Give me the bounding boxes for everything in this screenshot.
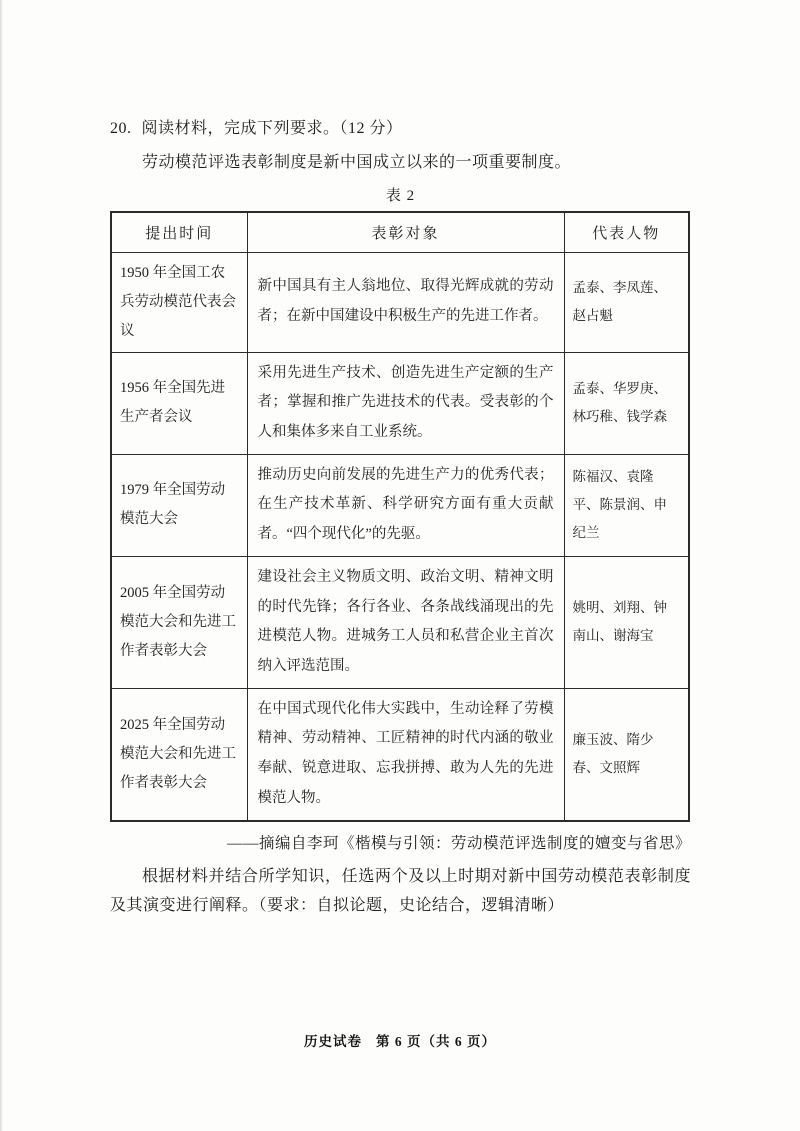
people-cell: 孟泰、李凤莲、赵占魁 (564, 252, 689, 352)
table-row (111, 454, 689, 556)
source-attribution: ——摘编自李珂《楷模与引领：劳动模范评选制度的嬗变与省思》 (226, 834, 691, 852)
people-cell: 陈福汉、袁隆平、陈景润、申纪兰 (564, 454, 689, 556)
table-header-row (111, 212, 689, 252)
question-block (110, 116, 691, 920)
target-cell: 推动历史向前发展的先进生产力的优秀代表；在生产技术革新、科学研究方面有重大贡献者。“四个现代化”的先驱。 (247, 454, 564, 556)
people-cell: 廉玉波、隋少春、文照辉 (564, 688, 689, 820)
time-cell: 2025 年全国劳动模范大会和先进工作者表彰大会 (111, 688, 247, 820)
labor-model-table (110, 211, 690, 822)
question-number: 20. (110, 120, 132, 137)
table-caption: 表 2 (385, 188, 416, 204)
table-row (111, 688, 689, 820)
footer-paper-title: 历史试卷 (304, 1034, 362, 1049)
header-time: 提出时间 (111, 212, 247, 252)
material-intro: 劳动模范评选表彰制度是新中国成立以来的一项重要制度。 (142, 154, 572, 171)
header-target: 表彰对象 (247, 212, 564, 252)
question-line (110, 116, 691, 142)
time-cell: 1950 年全国工农兵劳动模范代表会议 (111, 252, 247, 352)
time-cell: 1956 年全国先进生产者会议 (111, 352, 247, 454)
target-cell: 采用先进生产技术、创造先进生产定额的生产者；掌握和推广先进技术的代表。受表彰的个人和集体多来自工业系统。 (247, 352, 564, 454)
table-row (111, 556, 689, 688)
target-cell: 建设社会主义物质文明、政治文明、精神文明的时代先锋；各行各业、各条战线涌现出的先进模范人物。进城务工人员和私营企业主首次纳入评选范围。 (247, 556, 564, 688)
people-cell: 姚明、刘翔、钟南山、谢海宝 (564, 556, 689, 688)
scan-edge-artifact (0, 0, 3, 1131)
target-cell: 新中国具有主人翁地位、取得光辉成就的劳动者；在新中国建设中积极生产的先进工作者。 (247, 252, 564, 352)
time-cell: 2005 年全国劳动模范大会和先进工作者表彰大会 (111, 556, 247, 688)
people-cell: 孟泰、华罗庚、林巧稚、钱学森 (564, 352, 689, 454)
header-people: 代表人物 (564, 212, 689, 252)
page-footer (0, 1030, 800, 1050)
time-cell: 1979 年全国劳动模范大会 (111, 454, 247, 556)
table-row (111, 252, 689, 352)
task-instruction: 根据材料并结合所学知识，任选两个及以上时期对新中国劳动模范表彰制度及其演变进行阐释。（要求：自拟论题，史论结合，逻辑清晰） (110, 867, 691, 914)
question-text: 阅读材料，完成下列要求。（12 分） (141, 120, 403, 137)
target-cell: 在中国式现代化伟大实践中，生动诠释了劳模精神、劳动精神、工匠精神的时代内涵的敬业奉献、锐意进取、忘我拼搏、敢为人先的先进模范人物。 (247, 688, 564, 820)
footer-page-number: 第 6 页（共 6 页） (376, 1034, 496, 1049)
table-row (111, 352, 689, 454)
